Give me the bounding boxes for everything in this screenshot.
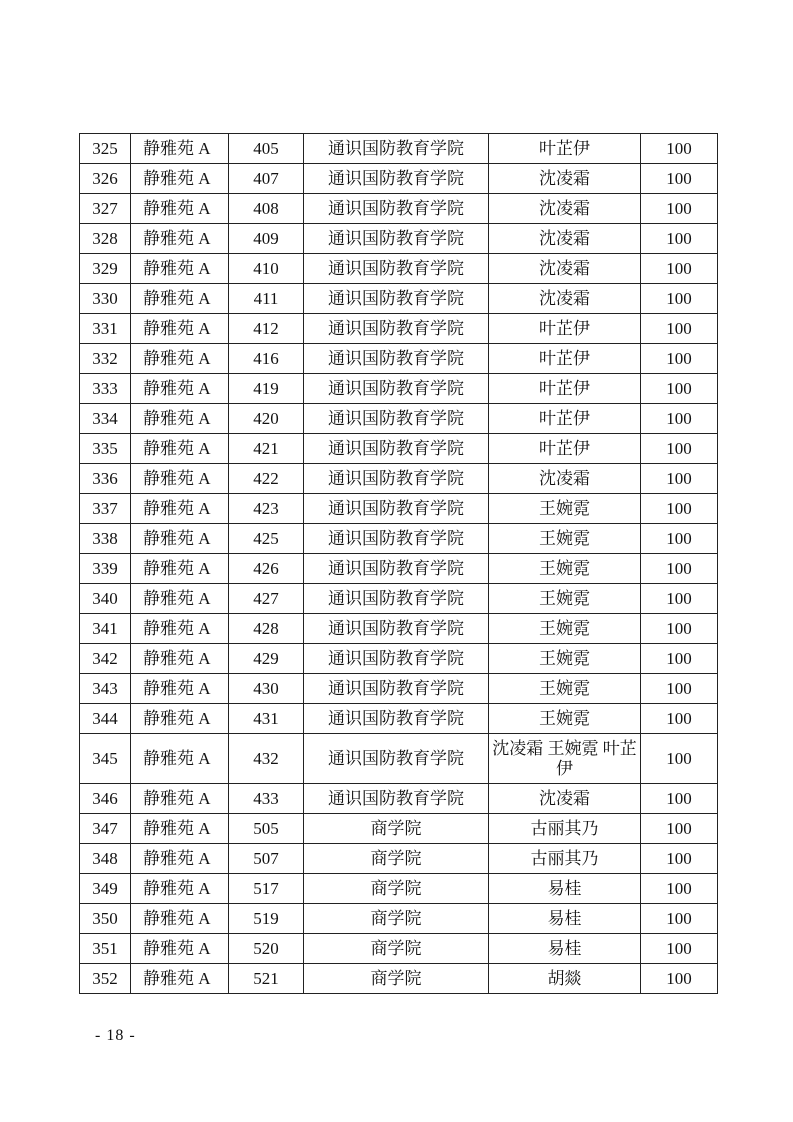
counselor-cell: 王婉霓	[489, 674, 641, 704]
college-cell: 通识国防教育学院	[304, 674, 489, 704]
building-cell: 静雅苑 A	[131, 614, 229, 644]
table-row	[80, 874, 718, 904]
college-cell: 通识国防教育学院	[304, 434, 489, 464]
building-cell: 静雅苑 A	[131, 404, 229, 434]
table-row	[80, 464, 718, 494]
college-cell: 通识国防教育学院	[304, 524, 489, 554]
building-cell: 静雅苑 A	[131, 704, 229, 734]
counselor-cell: 王婉霓	[489, 524, 641, 554]
room-number-cell: 425	[229, 524, 304, 554]
counselor-cell: 王婉霓	[489, 494, 641, 524]
building-cell: 静雅苑 A	[131, 314, 229, 344]
building-cell: 静雅苑 A	[131, 284, 229, 314]
college-cell: 通识国防教育学院	[304, 784, 489, 814]
row-number-cell: 327	[80, 194, 131, 224]
room-number-cell: 423	[229, 494, 304, 524]
counselor-cell: 叶芷伊	[489, 404, 641, 434]
building-cell: 静雅苑 A	[131, 554, 229, 584]
college-cell: 通识国防教育学院	[304, 494, 489, 524]
table-row	[80, 584, 718, 614]
row-number-cell: 338	[80, 524, 131, 554]
table-row	[80, 844, 718, 874]
row-number-cell: 340	[80, 584, 131, 614]
college-cell: 商学院	[304, 934, 489, 964]
college-cell: 通识国防教育学院	[304, 464, 489, 494]
room-number-cell: 520	[229, 934, 304, 964]
score-cell: 100	[641, 964, 718, 994]
row-number-cell: 336	[80, 464, 131, 494]
room-number-cell: 521	[229, 964, 304, 994]
counselor-cell: 沈凌霜 王婉霓 叶芷伊	[489, 734, 641, 784]
score-cell: 100	[641, 434, 718, 464]
row-number-cell: 349	[80, 874, 131, 904]
score-cell: 100	[641, 524, 718, 554]
college-cell: 通识国防教育学院	[304, 194, 489, 224]
building-cell: 静雅苑 A	[131, 814, 229, 844]
score-cell: 100	[641, 704, 718, 734]
room-number-cell: 409	[229, 224, 304, 254]
row-number-cell: 351	[80, 934, 131, 964]
table-row	[80, 904, 718, 934]
score-cell: 100	[641, 814, 718, 844]
college-cell: 通识国防教育学院	[304, 644, 489, 674]
table-row	[80, 374, 718, 404]
building-cell: 静雅苑 A	[131, 964, 229, 994]
counselor-cell: 沈凌霜	[489, 224, 641, 254]
row-number-cell: 334	[80, 404, 131, 434]
table-row	[80, 404, 718, 434]
room-number-cell: 430	[229, 674, 304, 704]
building-cell: 静雅苑 A	[131, 254, 229, 284]
counselor-cell: 沈凌霜	[489, 194, 641, 224]
college-cell: 通识国防教育学院	[304, 614, 489, 644]
row-number-cell: 335	[80, 434, 131, 464]
room-number-cell: 429	[229, 644, 304, 674]
counselor-cell: 古丽其乃	[489, 814, 641, 844]
room-number-cell: 419	[229, 374, 304, 404]
room-number-cell: 422	[229, 464, 304, 494]
counselor-cell: 叶芷伊	[489, 134, 641, 164]
row-number-cell: 342	[80, 644, 131, 674]
table-row	[80, 254, 718, 284]
college-cell: 商学院	[304, 964, 489, 994]
table-row	[80, 194, 718, 224]
building-cell: 静雅苑 A	[131, 904, 229, 934]
room-number-cell: 517	[229, 874, 304, 904]
row-number-cell: 331	[80, 314, 131, 344]
score-cell: 100	[641, 674, 718, 704]
room-number-cell: 433	[229, 784, 304, 814]
room-number-cell: 411	[229, 284, 304, 314]
page-number: - 18 -	[95, 1027, 136, 1044]
room-number-cell: 507	[229, 844, 304, 874]
counselor-cell: 沈凌霜	[489, 164, 641, 194]
building-cell: 静雅苑 A	[131, 584, 229, 614]
room-number-cell: 420	[229, 404, 304, 434]
score-cell: 100	[641, 584, 718, 614]
table-row	[80, 284, 718, 314]
counselor-cell: 叶芷伊	[489, 374, 641, 404]
score-cell: 100	[641, 194, 718, 224]
table-row	[80, 644, 718, 674]
room-number-cell: 427	[229, 584, 304, 614]
score-cell: 100	[641, 844, 718, 874]
building-cell: 静雅苑 A	[131, 464, 229, 494]
building-cell: 静雅苑 A	[131, 494, 229, 524]
counselor-cell: 沈凌霜	[489, 284, 641, 314]
dormitory-score-table	[79, 133, 718, 994]
college-cell: 通识国防教育学院	[304, 284, 489, 314]
table-row	[80, 344, 718, 374]
counselor-cell: 易桂	[489, 874, 641, 904]
building-cell: 静雅苑 A	[131, 134, 229, 164]
building-cell: 静雅苑 A	[131, 934, 229, 964]
row-number-cell: 348	[80, 844, 131, 874]
room-number-cell: 408	[229, 194, 304, 224]
room-number-cell: 428	[229, 614, 304, 644]
counselor-cell: 沈凌霜	[489, 784, 641, 814]
table-row	[80, 134, 718, 164]
score-cell: 100	[641, 314, 718, 344]
row-number-cell: 329	[80, 254, 131, 284]
score-cell: 100	[641, 344, 718, 374]
row-number-cell: 341	[80, 614, 131, 644]
score-cell: 100	[641, 134, 718, 164]
counselor-cell: 王婉霓	[489, 644, 641, 674]
table-row	[80, 524, 718, 554]
table-row	[80, 704, 718, 734]
college-cell: 商学院	[304, 814, 489, 844]
college-cell: 通识国防教育学院	[304, 734, 489, 784]
score-cell: 100	[641, 904, 718, 934]
table-row	[80, 224, 718, 254]
counselor-cell: 王婉霓	[489, 614, 641, 644]
table-body	[80, 134, 718, 994]
row-number-cell: 328	[80, 224, 131, 254]
row-number-cell: 332	[80, 344, 131, 374]
room-number-cell: 505	[229, 814, 304, 844]
college-cell: 通识国防教育学院	[304, 314, 489, 344]
table-row	[80, 964, 718, 994]
room-number-cell: 407	[229, 164, 304, 194]
college-cell: 商学院	[304, 874, 489, 904]
table-row	[80, 734, 718, 784]
room-number-cell: 421	[229, 434, 304, 464]
counselor-cell: 胡燚	[489, 964, 641, 994]
counselor-cell: 王婉霓	[489, 704, 641, 734]
table-row	[80, 314, 718, 344]
row-number-cell: 347	[80, 814, 131, 844]
counselor-cell: 沈凌霜	[489, 254, 641, 284]
building-cell: 静雅苑 A	[131, 344, 229, 374]
table-row	[80, 614, 718, 644]
building-cell: 静雅苑 A	[131, 434, 229, 464]
score-cell: 100	[641, 554, 718, 584]
college-cell: 通识国防教育学院	[304, 254, 489, 284]
row-number-cell: 346	[80, 784, 131, 814]
row-number-cell: 344	[80, 704, 131, 734]
college-cell: 通识国防教育学院	[304, 224, 489, 254]
college-cell: 商学院	[304, 904, 489, 934]
college-cell: 通识国防教育学院	[304, 134, 489, 164]
row-number-cell: 326	[80, 164, 131, 194]
college-cell: 通识国防教育学院	[304, 554, 489, 584]
score-cell: 100	[641, 934, 718, 964]
table-row	[80, 554, 718, 584]
college-cell: 通识国防教育学院	[304, 374, 489, 404]
building-cell: 静雅苑 A	[131, 224, 229, 254]
row-number-cell: 352	[80, 964, 131, 994]
score-cell: 100	[641, 644, 718, 674]
building-cell: 静雅苑 A	[131, 844, 229, 874]
score-cell: 100	[641, 224, 718, 254]
row-number-cell: 337	[80, 494, 131, 524]
row-number-cell: 345	[80, 734, 131, 784]
table-row	[80, 674, 718, 704]
counselor-cell: 叶芷伊	[489, 314, 641, 344]
counselor-cell: 叶芷伊	[489, 434, 641, 464]
score-cell: 100	[641, 284, 718, 314]
score-cell: 100	[641, 874, 718, 904]
room-number-cell: 405	[229, 134, 304, 164]
row-number-cell: 343	[80, 674, 131, 704]
college-cell: 通识国防教育学院	[304, 164, 489, 194]
score-cell: 100	[641, 254, 718, 284]
counselor-cell: 沈凌霜	[489, 464, 641, 494]
counselor-cell: 易桂	[489, 934, 641, 964]
counselor-cell: 王婉霓	[489, 554, 641, 584]
college-cell: 通识国防教育学院	[304, 344, 489, 374]
score-cell: 100	[641, 164, 718, 194]
table-row	[80, 434, 718, 464]
score-cell: 100	[641, 614, 718, 644]
score-cell: 100	[641, 464, 718, 494]
score-cell: 100	[641, 734, 718, 784]
building-cell: 静雅苑 A	[131, 874, 229, 904]
room-number-cell: 426	[229, 554, 304, 584]
room-number-cell: 410	[229, 254, 304, 284]
table-row	[80, 494, 718, 524]
table-row	[80, 934, 718, 964]
building-cell: 静雅苑 A	[131, 524, 229, 554]
table-row	[80, 784, 718, 814]
building-cell: 静雅苑 A	[131, 674, 229, 704]
room-number-cell: 431	[229, 704, 304, 734]
college-cell: 通识国防教育学院	[304, 704, 489, 734]
counselor-cell: 古丽其乃	[489, 844, 641, 874]
building-cell: 静雅苑 A	[131, 374, 229, 404]
building-cell: 静雅苑 A	[131, 734, 229, 784]
college-cell: 通识国防教育学院	[304, 584, 489, 614]
building-cell: 静雅苑 A	[131, 164, 229, 194]
row-number-cell: 339	[80, 554, 131, 584]
counselor-cell: 易桂	[489, 904, 641, 934]
row-number-cell: 325	[80, 134, 131, 164]
table-row	[80, 164, 718, 194]
room-number-cell: 432	[229, 734, 304, 784]
score-cell: 100	[641, 404, 718, 434]
row-number-cell: 350	[80, 904, 131, 934]
college-cell: 通识国防教育学院	[304, 404, 489, 434]
room-number-cell: 416	[229, 344, 304, 374]
room-number-cell: 412	[229, 314, 304, 344]
score-cell: 100	[641, 784, 718, 814]
building-cell: 静雅苑 A	[131, 784, 229, 814]
college-cell: 商学院	[304, 844, 489, 874]
building-cell: 静雅苑 A	[131, 644, 229, 674]
row-number-cell: 333	[80, 374, 131, 404]
room-number-cell: 519	[229, 904, 304, 934]
counselor-cell: 叶芷伊	[489, 344, 641, 374]
building-cell: 静雅苑 A	[131, 194, 229, 224]
score-cell: 100	[641, 494, 718, 524]
table-row	[80, 814, 718, 844]
score-cell: 100	[641, 374, 718, 404]
row-number-cell: 330	[80, 284, 131, 314]
counselor-cell: 王婉霓	[489, 584, 641, 614]
